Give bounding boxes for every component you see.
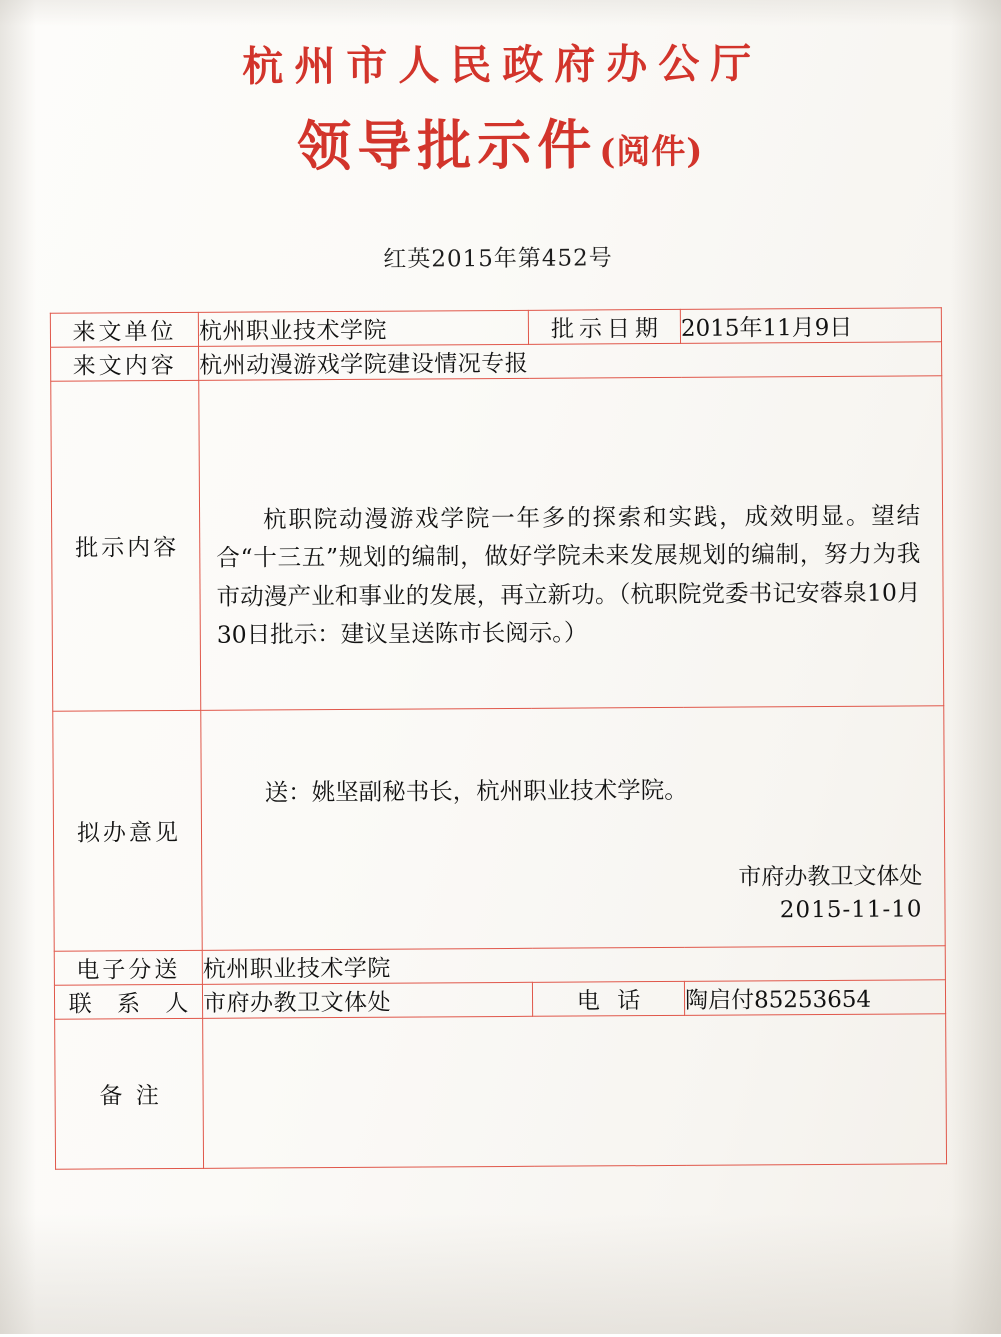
instruction-value: 杭职院动漫游戏学院一年多的探索和实践，成效明显。望结合“十三五”规划的编制，做好学院未来发展规划的编制，努力为我市动漫产业和事业的发展，再立新功。（杭职院党委书记安蓉泉10月30日批示：建议呈送陈市长阅示。）	[216, 501, 921, 649]
opinion-sign-date: 2015-11-10	[779, 896, 923, 924]
document-title-suffix: (阅件)	[599, 131, 704, 173]
contact-value: 市府办教卫文体处	[202, 982, 532, 1018]
opinion-signature-block	[202, 808, 945, 945]
subject-value: 杭州动漫游戏学院建设情况专报	[199, 342, 942, 381]
form-table-container	[50, 307, 947, 1169]
table-row	[51, 376, 944, 711]
subject-label: 来文内容	[51, 346, 199, 381]
sender-label: 来文单位	[50, 312, 198, 347]
table-row	[51, 342, 942, 381]
instruction-form-table	[50, 307, 947, 1169]
opinion-signer: 市府办教卫文体处	[738, 863, 923, 891]
remark-value	[203, 1014, 947, 1169]
distribution-value: 杭州职业技术学院	[202, 946, 945, 985]
table-row	[53, 706, 945, 951]
document-number: 红英2015年第452号	[383, 245, 613, 273]
table-row	[55, 1014, 947, 1169]
distribution-label: 电子分送	[54, 950, 202, 985]
date-value: 2015年11月9日	[680, 308, 941, 344]
table-row	[54, 980, 945, 1019]
phone-value: 陶启付85253654	[684, 980, 945, 1016]
sender-value: 杭州职业技术学院	[198, 310, 528, 346]
instruction-label: 批示内容	[51, 380, 201, 711]
phone-label: 电 话	[532, 981, 684, 1016]
document-title: 领导批示件	[297, 112, 598, 179]
opinion-value: 送：姚坚副秘书长，杭州职业技术学院。	[264, 776, 688, 807]
organization-title: 杭州市人民政府办公厅	[242, 39, 763, 91]
table-row	[50, 308, 941, 347]
remark-label: 备 注	[55, 1018, 204, 1169]
table-row	[54, 946, 945, 985]
document-title-row	[0, 100, 998, 183]
document-header	[0, 0, 999, 276]
opinion-label: 拟办意见	[53, 710, 202, 951]
date-label: 批示日期	[528, 309, 680, 344]
opinion-cell	[201, 706, 945, 951]
contact-label: 联 系 人	[54, 984, 202, 1019]
instruction-cell	[199, 376, 944, 711]
